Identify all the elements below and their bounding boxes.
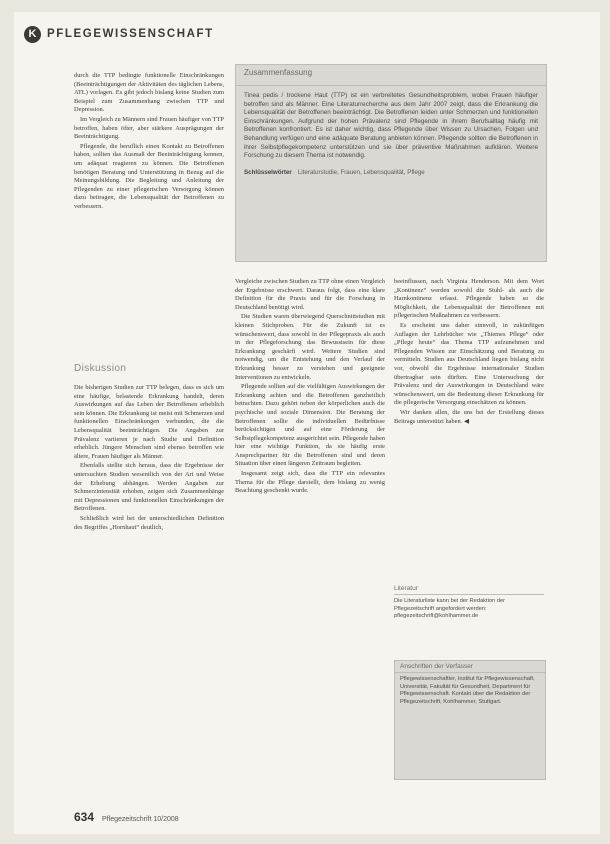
column-2-text xyxy=(235,278,385,497)
paragraph xyxy=(394,409,544,426)
paragraph: Die Studien waren überwiegend Querschnittstudien mit kleinen Stichproben. Für die Zukunft ist es wünschenswert, dass sowohl in der Pflegepraxis als auch in der Pflegeforschung das Bewusstsein für diese Erkrankung geschärft wird. Weitere Studien sind notwendig, um die Entstehung und den Verlauf der Erkrankung besser zu verstehen und geeignete Interventionen zu entwickeln. xyxy=(235,313,385,381)
discussion-heading: Diskussion xyxy=(74,363,127,374)
closing-sentence: Wir danken allen, die uns bei der Erstellung dieses Beitrags unterstützt haben. xyxy=(394,408,544,425)
paragraph: Pflegende, die beruflich einen Kontakt zu Betroffenen haben, sollten das Ausmaß der Beeinträchtigung kennen, um adäquat reagieren zu können. Die Betroffenen benötigen Beratung und Unterstützung in Bezug auf die Meinungsbildung. Die Begleitung und Anleitung der Pflegenden zu einer pflegerischen Versorgung können dazu beitragen, die Lebensqualität der Betroffenen zu verbessern. xyxy=(74,142,224,210)
page-footer xyxy=(74,810,179,824)
column-3-text xyxy=(394,278,544,427)
summary-box xyxy=(235,64,547,262)
author-box xyxy=(394,660,546,780)
literature-heading: Literatur xyxy=(394,585,544,595)
paragraph: Ebenfalls stellte sich heraus, dass die Ergebnisse der untersuchten Studien wesentlich von der Art und Weise der Erhebung abhängen. Werden Angaben zur Schmerzintensität erhoben, zeigen sich Zusammenhänge mit Depressionen und funktionellen Einschränkungen der Betroffenen. xyxy=(74,462,224,513)
paragraph: Insgesamt zeigt sich, dass die TTP ein relevantes Thema für die Pflege darstellt, dem bislang zu wenig Beachtung geschenkt wurde. xyxy=(235,470,385,495)
keywords-value: Literaturstudie, Frauen, Lebensqualität, Pflege xyxy=(297,168,425,176)
section-logo-icon: K xyxy=(24,26,41,43)
end-mark-icon: ◀ xyxy=(463,417,469,425)
keywords-label: Schlüsselwörter xyxy=(244,168,292,176)
paragraph: durch die TTP bedingte funktionelle Einschränkungen (Beeinträchtigungen der Aktivitäten des täglichen Lebens, ATL) vorlagen. Es gibt jedoch bislang keine Studien zum Beispiel zum Zusammenhang zwischen TTP und Depression. xyxy=(74,72,224,114)
discussion-text xyxy=(74,384,224,533)
summary-text: Tinea pedis / trockene Haut (TTP) ist ein verbreitetes Gesundheitsproblem, wobei Frauen häufiger betroffen sind als Männer. Eine Literaturrecherche aus dem Jahr 2007 zeigt, dass die Erkrankung die Lebensqualität der Betroffenen beeinträchtigt. Die Betroffenen leiden unter Schmerzen und funktionellen Einschränkungen. Aufgrund der hohen Prävalenz sind Pflegende in ihrem Berufsalltag häufig mit Betroffenen konfrontiert. Es ist daher wichtig, dass Pflegende über Wissen zu Ursachen, Folgen und Behandlung verfügen und eine adäquate Beratung anbieten können. Pflegende sollten die Betroffenen in ihrer Selbstpflegekompetenz unterstützen und sie über präventive Maßnahmen aufklären. Weitere Forschung zu diesem Thema ist notwendig. xyxy=(244,92,538,160)
section-title: PFLEGEWISSENSCHAFT xyxy=(47,28,214,40)
keywords-line xyxy=(236,161,546,176)
paragraph: Im Vergleich zu Männern sind Frauen häufiger von TTP betroffen, haben öfter, aber stärkere Ausprägungen der Beeinträchtigung. xyxy=(74,115,224,141)
column-1-text xyxy=(74,72,224,213)
section-header xyxy=(24,22,214,46)
paragraph: Es erscheint uns daher sinnvoll, in zukünftigen Auflagen der Lehrbücher wie „Thiemes Pflege“ oder „Pflege heute“ das Thema TTP aufzunehmen und Pflegenden Wissen zur Einschätzung und Beratung zu vermitteln. Studien aus Deutschland liegen bislang nicht vor, obwohl die Ergebnisse internationaler Studien übertragbar sein dürften. Eine Untersuchung der Prävalenz und der Auswirkungen in Deutschland wäre wünschenswert, um die Bedeutung dieser Erkrankung für die pflegerische Versorgung einschätzen zu können. xyxy=(394,321,544,407)
literature-text: Die Literaturliste kann bei der Redaktion der Pflegezeitschrift angefordert werden: pflegezeitschrift@kohlhammer.de xyxy=(394,598,505,620)
paragraph: Die bisherigen Studien zur TTP belegen, dass es sich um eine häufige, belastende Erkrankung handelt, deren Auswirkungen auf das Leben der Betroffenen erheblich sein können. Die Erkrankung ist meist mit Schmerzen und funktionellen Einschränkungen verbunden, die die Lebensqualität beeinträchtigen. Die Angaben zur Prävalenz variieren je nach Studie und Definition erheblich. Jüngere Menschen sind ebenso betroffen wie ältere, Frauen häufiger als Männer. xyxy=(74,384,224,460)
paragraph: Schließlich wird bei der unterschiedlichen Definition des Begriffes „Hornhaut“ deutlich, xyxy=(74,514,224,531)
author-text: Pflegewissenschaftler, Institut für Pflegewissenschaft, Universität, Fakultät für Gesundheit, Department für Pflegewissenschaft. Kontakt über die Redaktion der Pflegezeitschrift, Kohlhammer, Stuttgart. xyxy=(400,676,535,705)
paragraph: Pflegende sollten auf die vielfältigen Auswirkungen der Erkrankung achten und die Betroffenen ganzheitlich betrachten. Dazu gehört neben der körperlichen auch die psychische und soziale Dimension. Die Beratung der Betroffenen sollte die individuellen Bedürfnisse berücksichtigen und auf eine Förderung der Selbstpflegekompetenz ausgerichtet sein. Pflegende haben hier eine wichtige Funktion, da sie häufig erste Ansprechpartner für die Betroffenen sind und deren Situation über einen längeren Zeitraum begleiten. xyxy=(235,383,385,468)
literature-box xyxy=(394,585,544,645)
paragraph: beeinflussen, nach Virginia Henderson. Mit dem Wort „Kontinenz“ werden sowohl die Stuhl- als auch die Harnkontinenz erfasst. Pflegende haben so die Möglichkeit, die Lebensqualität der Betroffenen mit pflegerischen Maßnahmen zu verbessern. xyxy=(394,278,544,320)
summary-heading: Zusammenfassung xyxy=(236,65,546,86)
page-number: 634 xyxy=(74,810,95,824)
author-heading: Anschriften der Verfasser xyxy=(395,661,545,673)
journal-name: Pflegezeitschrift 10/2008 xyxy=(102,816,179,823)
journal-page xyxy=(14,12,600,834)
paragraph: Vergleiche zwischen Studien zu TTP ohne einen Vergleich der Ergebnisse erschwert. Daraus folgt, dass eine klare Definition für die Praxis und für die Forschung in Deutschland benötigt wird. xyxy=(235,278,385,311)
